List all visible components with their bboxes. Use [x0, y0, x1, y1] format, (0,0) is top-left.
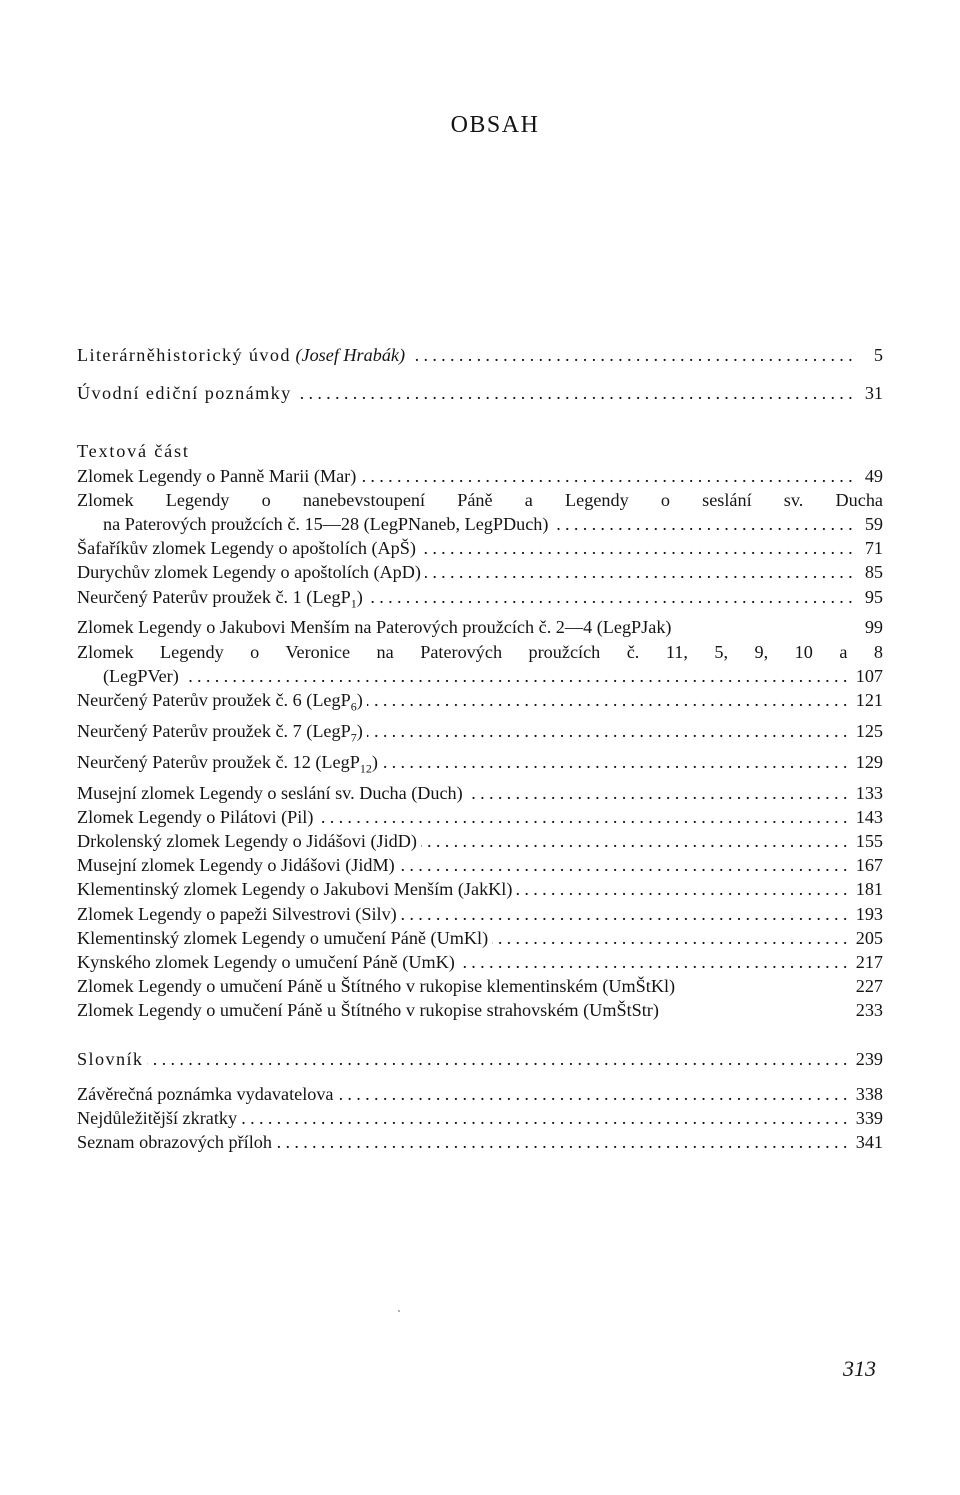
toc-entry-label: Zlomek Legendy o Panně Marii (Mar) — [77, 465, 357, 486]
toc-entry-label: Zlomek Legendy o Pilátovi (Pil) — [77, 806, 314, 827]
toc-entry-page: 133 — [855, 782, 883, 803]
leader-dots — [367, 585, 857, 609]
toc-entry[interactable] — [77, 664, 883, 688]
toc-entry-abbreviations[interactable] — [77, 1106, 883, 1130]
leader-dots — [401, 902, 852, 926]
toc-entry-page: 227 — [855, 976, 883, 997]
toc-entry-page: 99 — [864, 617, 883, 638]
toc-entry-label: Durychův zlomek Legendy o apoštolích (ApD) — [77, 562, 421, 583]
toc-entry-subscript: 7 — [350, 730, 357, 745]
toc-entry[interactable] — [77, 512, 883, 536]
toc-entry[interactable] — [77, 781, 883, 805]
leader-dots — [516, 877, 851, 901]
leader-dots — [367, 688, 852, 712]
toc-entry-illustrations[interactable] — [77, 1130, 883, 1154]
toc-entry-intro[interactable] — [77, 343, 883, 367]
toc-entry-page: 107 — [855, 665, 883, 686]
toc-entry-page: 49 — [864, 465, 883, 486]
toc-entry-label: Klementinský zlomek Legendy o Jakubovi Menším (JakKl) — [77, 879, 513, 900]
toc-entry-label: Musejní zlomek Legendy o Jidášovi (JidM) — [77, 855, 395, 876]
toc-entry[interactable] — [77, 974, 883, 998]
leader-dots — [367, 719, 852, 743]
toc-entry-subscript: 1 — [350, 596, 357, 611]
toc-entry-label-text: Neurčený Paterův proužek č. 12 (LegP — [77, 751, 360, 772]
leader-dots — [420, 536, 857, 560]
toc-entry[interactable] — [77, 829, 883, 853]
toc-entry-editor: (Josef Hrabák) — [295, 345, 406, 365]
toc-entry-label: Musejní zlomek Legendy o seslání sv. Ducha (Duch) — [77, 782, 463, 803]
table-of-contents — [77, 343, 883, 1154]
toc-entry-page: 129 — [855, 751, 883, 772]
scan-speck — [398, 1310, 400, 1312]
toc-entry[interactable] — [77, 719, 883, 750]
toc-entry-page: 233 — [855, 1000, 883, 1021]
toc-entry[interactable] — [77, 877, 883, 901]
toc-entry-label: Úvodní ediční poznámky — [77, 383, 292, 404]
toc-entry-label: Zlomek Legendy o umučení Páně u Štítného v rukopise strahovském (UmŠtStr) — [77, 1000, 659, 1021]
toc-entry-label: (LegPVer) — [103, 665, 179, 686]
toc-entry-label: Literárněhistorický úvod — [77, 345, 291, 365]
toc-entry-label: Slovník — [77, 1048, 144, 1069]
toc-entry[interactable] — [77, 750, 883, 781]
leader-dots — [399, 853, 852, 877]
toc-entry-label: Závěrečná poznámka vydavatelova — [77, 1083, 334, 1104]
toc-entry[interactable] — [77, 464, 883, 488]
section-heading-text-part: Textová část — [77, 441, 190, 462]
toc-entry-label-text: Neurčený Paterův proužek č. 6 (LegP — [77, 690, 351, 711]
toc-entry[interactable] — [77, 688, 883, 719]
leader-dots — [421, 829, 852, 853]
toc-entry-label-close: ) — [356, 720, 363, 741]
toc-entry-subscript: 12 — [359, 761, 372, 776]
toc-entry[interactable] — [77, 950, 883, 974]
toc-entry[interactable] — [77, 560, 883, 584]
leader-dots — [467, 781, 852, 805]
toc-entry-label: Zlomek Legendy o Jakubovi Menším na Paterových proužcích č. 2—4 (LegPJak) — [77, 617, 672, 638]
toc-entry[interactable] — [77, 998, 883, 1022]
leader-dots — [241, 1106, 852, 1130]
leader-dots — [425, 560, 857, 584]
toc-entry-page: 167 — [855, 855, 883, 876]
toc-entry-page: 71 — [864, 538, 883, 559]
toc-entry-label-text: Neurčený Paterův proužek č. 7 (LegP — [77, 720, 351, 741]
toc-entry-page: 341 — [855, 1132, 883, 1153]
toc-entry-page: 31 — [864, 383, 883, 404]
toc-entry-page: 338 — [855, 1083, 883, 1104]
toc-entry-page: 125 — [855, 720, 883, 741]
toc-entry-subscript: 6 — [350, 699, 357, 714]
leader-dots — [317, 805, 851, 829]
toc-entry-editor-note[interactable] — [77, 1082, 883, 1106]
toc-entry-line[interactable]: Zlomek Legendy o Veronice na Paterových proužcích č. 11, 5, 9, 10 a 8 — [77, 641, 883, 662]
toc-entry-label — [77, 585, 363, 616]
leader-dots — [183, 664, 852, 688]
toc-entry[interactable] — [77, 585, 883, 616]
toc-entry-line[interactable]: Zlomek Legendy o nanebevstoupení Páně a Legendy o seslání sv. Ducha — [77, 489, 883, 510]
toc-entry-label-close: ) — [356, 690, 363, 711]
toc-entry-page: 155 — [855, 831, 883, 852]
toc-entry[interactable] — [77, 853, 883, 877]
toc-entry-label: Drkolenský zlomek Legendy o Jidášovi (JidD) — [77, 831, 417, 852]
toc-entry-page: 95 — [864, 586, 883, 607]
toc-entry[interactable] — [77, 536, 883, 560]
toc-entry-page: 339 — [855, 1108, 883, 1129]
leader-dots — [382, 750, 852, 774]
leader-dots — [552, 512, 857, 536]
toc-entry-label: Kynského zlomek Legendy o umučení Páně (UmK) — [77, 952, 455, 973]
toc-entry[interactable] — [77, 902, 883, 926]
toc-entry-label: na Paterových proužcích č. 15—28 (LegPNaneb, LegPDuch) — [103, 514, 549, 535]
toc-entry-label: Klementinský zlomek Legendy o umučení Páně (UmKl) — [77, 927, 489, 948]
toc-entry-label-close: ) — [371, 751, 378, 772]
leader-dots — [338, 1082, 852, 1106]
toc-entry[interactable] — [77, 926, 883, 950]
toc-entry-label: Šafaříkův zlomek Legendy o apoštolích (ApŠ) — [77, 538, 416, 559]
text-part-list — [77, 464, 883, 1023]
leader-dots — [296, 381, 857, 405]
toc-entry-page: 85 — [864, 562, 883, 583]
toc-entry-label: Seznam obrazových příloh — [77, 1132, 272, 1153]
toc-entry-page: 59 — [864, 514, 883, 535]
leader-dots — [459, 950, 852, 974]
toc-entry-label — [77, 719, 363, 750]
toc-entry[interactable] — [77, 615, 883, 639]
leader-dots — [409, 343, 857, 367]
toc-entry-page: 205 — [855, 927, 883, 948]
leader-dots — [492, 926, 852, 950]
toc-entry-glossary[interactable] — [77, 1047, 883, 1071]
toc-entry[interactable] — [77, 805, 883, 829]
page-number: 313 — [843, 1356, 876, 1381]
toc-entry-page: 143 — [855, 806, 883, 827]
toc-entry-label: Zlomek Legendy o umučení Páně u Štítného v rukopise klementinském (UmŠtKl) — [77, 976, 676, 997]
toc-entry-page: 5 — [873, 345, 883, 365]
toc-entry-edition-notes[interactable] — [77, 381, 883, 405]
leader-dots — [360, 464, 857, 488]
toc-entry-label — [77, 750, 378, 781]
toc-entry-label: Zlomek Legendy o papeži Silvestrovi (Silv) — [77, 903, 397, 924]
toc-entry-page: 181 — [855, 879, 883, 900]
toc-entry-label — [77, 688, 363, 719]
toc-entry-page: 121 — [855, 690, 883, 711]
page-title: OBSAH — [450, 112, 540, 138]
toc-entry-page: 193 — [855, 903, 883, 924]
toc-entry-label-text: Neurčený Paterův proužek č. 1 (LegP — [77, 586, 351, 607]
leader-dots — [276, 1130, 852, 1154]
toc-entry-label-close: ) — [356, 586, 363, 607]
toc-entry-page: 239 — [855, 1048, 883, 1069]
toc-entry-page: 217 — [855, 952, 883, 973]
leader-dots — [147, 1047, 851, 1071]
toc-entry-label: Nejdůležitější zkratky — [77, 1108, 238, 1129]
